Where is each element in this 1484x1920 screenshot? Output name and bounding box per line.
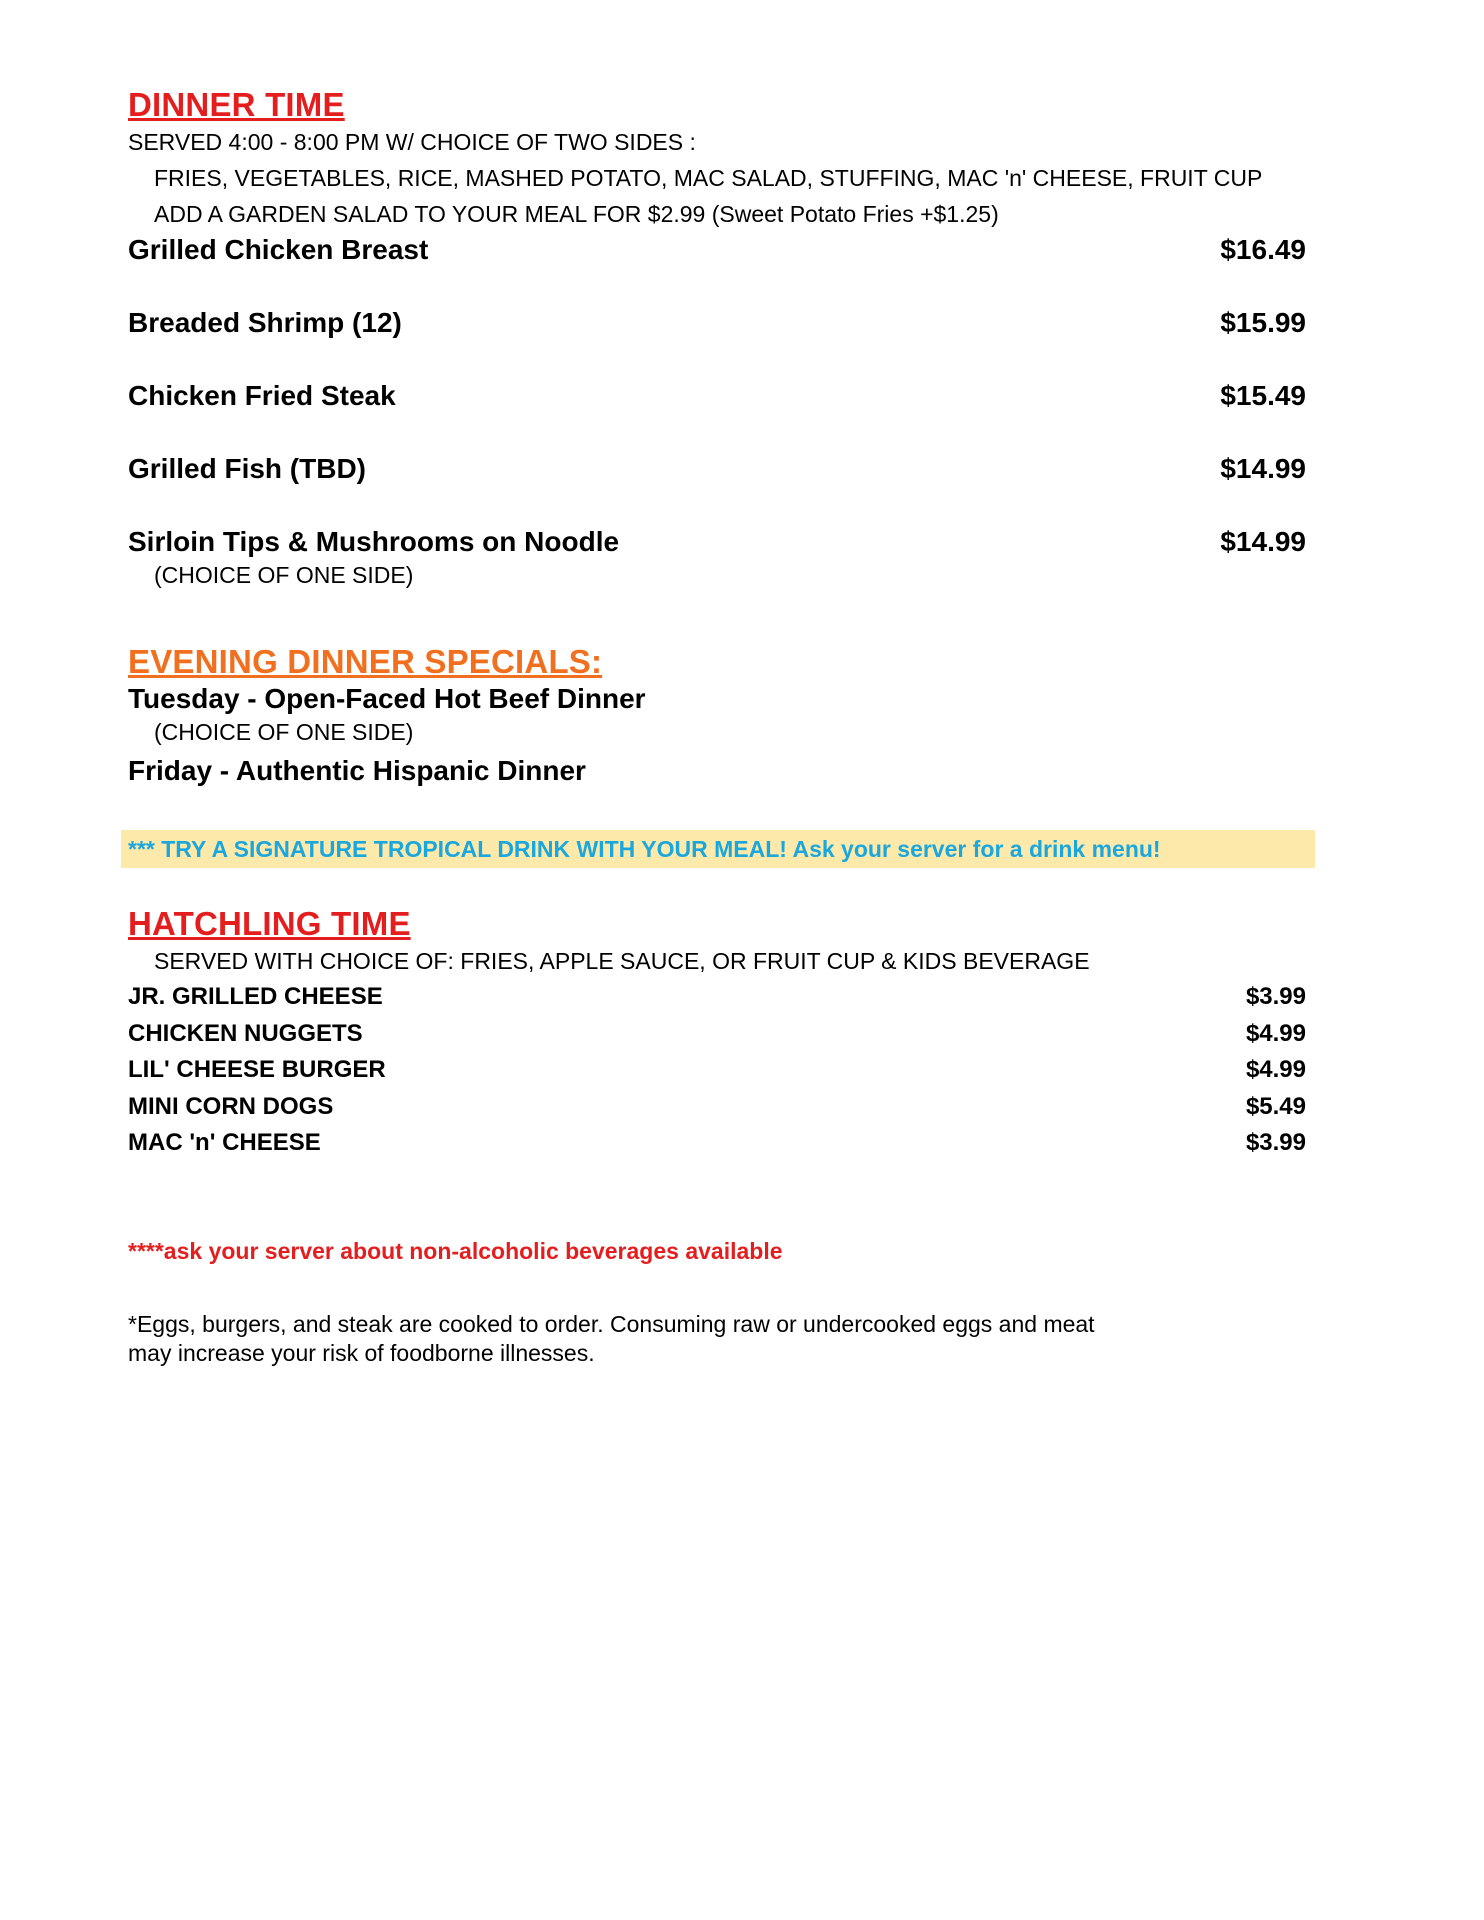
kids-item-price: $3.99 [1245, 983, 1306, 1010]
kids-item-name: MINI CORN DOGS [128, 1092, 334, 1120]
hatchling-served-line: SERVED WITH CHOICE OF: FRIES, APPLE SAUCE, OR FRUIT CUP & KIDS BEVERAGE [154, 948, 1090, 974]
dinner-sides-line: FRIES, VEGETABLES, RICE, MASHED POTATO, MAC SALAD, STUFFING, MAC 'n' CHEESE, FRUIT CUP [154, 165, 1263, 191]
item-name: Breaded Shrimp (12) [128, 307, 402, 338]
kids-item-name: CHICKEN NUGGETS [128, 1019, 363, 1047]
beverage-note: ****ask your server about non-alcoholic beverages available [128, 1238, 783, 1264]
kids-item [128, 1089, 1306, 1126]
drink-banner-text: *** TRY A SIGNATURE TROPICAL DRINK WITH YOUR MEAL! Ask your server for a drink menu! [128, 836, 1161, 862]
special-name: Tuesday - Open-Faced Hot Beef Dinner [128, 683, 646, 714]
menu-item [128, 232, 1306, 268]
kids-item-price: $5.49 [1245, 1092, 1306, 1120]
special-note: (CHOICE OF ONE SIDE) [154, 719, 414, 745]
dinner-addon-line: ADD A GARDEN SALAD TO YOUR MEAL FOR $2.99 (Sweet Potato Fries +$1.25) [154, 201, 999, 227]
item-name: Chicken Fried Steak [128, 380, 396, 411]
menu-item [128, 305, 1306, 341]
item-name: Sirloin Tips & Mushrooms on Noodle [128, 526, 620, 557]
kids-item [128, 1125, 1306, 1162]
item-price: $14.99 [1220, 453, 1306, 484]
kids-item-name: LIL' CHEESE BURGER [128, 1056, 386, 1083]
special-item [128, 753, 1306, 789]
menu-item [128, 378, 1306, 414]
menu-item [128, 524, 1306, 560]
item-price: $15.99 [1220, 307, 1306, 338]
disclaimer-line: *Eggs, burgers, and steak are cooked to order. Consuming raw or undercooked eggs and meat [128, 1311, 1095, 1337]
hatchling-section [128, 905, 1308, 1162]
specials-title: EVENING DINNER SPECIALS: [128, 643, 603, 680]
item-price: $15.49 [1220, 380, 1306, 411]
kids-item-price: $4.99 [1245, 1056, 1306, 1083]
disclaimer-line: may increase your risk of foodborne illnesses. [128, 1340, 595, 1366]
special-name: Friday - Authentic Hispanic Dinner [128, 755, 586, 786]
dinner-served-line: SERVED 4:00 - 8:00 PM W/ CHOICE OF TWO SIDES : [128, 129, 696, 155]
kids-item [128, 979, 1306, 1016]
dinner-section [128, 86, 1308, 590]
special-item [128, 681, 1306, 717]
item-price: $14.99 [1220, 526, 1306, 557]
hatchling-title: HATCHLING TIME [128, 905, 411, 942]
item-note: (CHOICE OF ONE SIDE) [154, 562, 414, 588]
dinner-title: DINNER TIME [128, 86, 345, 123]
item-name: Grilled Chicken Breast [128, 234, 429, 265]
specials-section [128, 643, 1308, 789]
kids-item [128, 1016, 1306, 1053]
kids-item-name: MAC 'n' CHEESE [128, 1129, 321, 1156]
item-price: $16.49 [1220, 234, 1306, 265]
kids-item-name: JR. GRILLED CHEESE [128, 983, 383, 1010]
item-name: Grilled Fish (TBD) [128, 453, 366, 484]
kids-item-price: $3.99 [1245, 1129, 1306, 1156]
kids-item-price: $4.99 [1245, 1019, 1306, 1047]
menu-item [128, 451, 1306, 487]
drink-banner [121, 830, 1315, 868]
food-safety-disclaimer [128, 1310, 1188, 1368]
kids-item [128, 1052, 1306, 1089]
